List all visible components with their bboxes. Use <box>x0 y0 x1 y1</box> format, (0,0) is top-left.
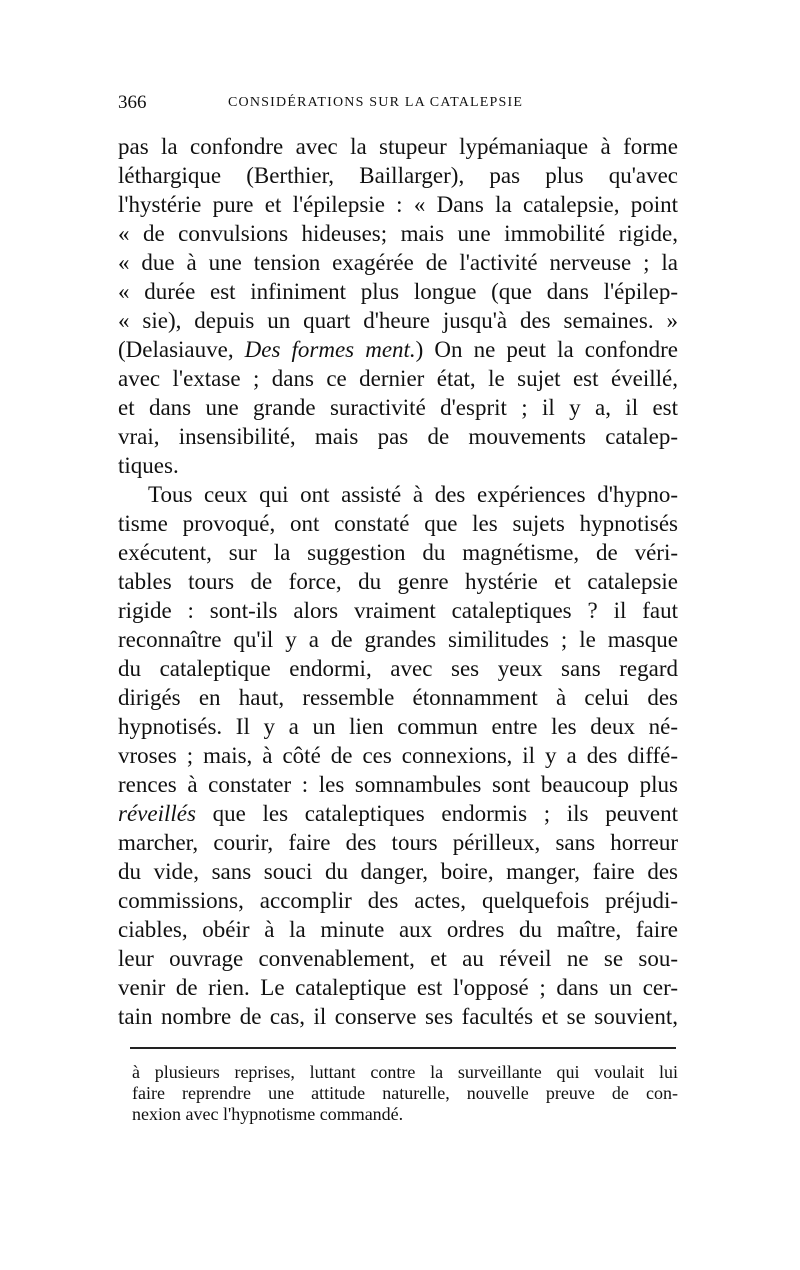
text-line: léthargique (Berthier, Baillarger), pas plus qu'avec <box>118 163 678 188</box>
text-line: du vide, sans souci du danger, boire, manger, faire des <box>118 859 678 884</box>
text-line <box>118 799 678 828</box>
text-line: « due à une tension exagérée de l'activité nerveuse ; la <box>118 250 678 275</box>
text-line: pas la confondre avec la stupeur lypémaniaque à forme <box>118 134 678 159</box>
text-line: dirigés en haut, ressemble étonnamment à celui des <box>118 685 678 710</box>
text-line: tisme provoqué, ont constaté que les sujets hypnotisés <box>118 511 678 536</box>
text-line: vrai, insensibilité, mais pas de mouvements catalep- <box>118 424 678 449</box>
text-line: reconnaître qu'il y a de grandes similitudes ; le masque <box>118 627 678 652</box>
text-line: et dans une grande suractivité d'esprit ; il y a, il est <box>118 395 678 420</box>
footnote-line: faire reprendre une attitude naturelle, nouvelle preuve de con- <box>132 1083 678 1103</box>
running-head-title: CONSIDÉRATIONS SUR LA CATALEPSIE <box>228 95 524 110</box>
cited-work-title: Des formes ment. <box>244 337 416 362</box>
text-run: que les cataleptiques endormis ; ils peuvent <box>195 801 678 826</box>
text-line: tain nombre de cas, il conserve ses facultés et se souvient, <box>118 1004 678 1029</box>
page-number: 366 <box>118 92 147 113</box>
text-line: « sie), depuis un quart d'heure jusqu'à des semaines. » <box>118 308 678 333</box>
text-line: l'hystérie pure et l'épilepsie : « Dans la catalepsie, point <box>118 192 678 217</box>
text-line: rigide : sont-ils alors vraiment cataleptiques ? il faut <box>118 598 678 623</box>
text-line: venir de rien. Le cataleptique est l'opposé ; dans un cer- <box>118 975 678 1000</box>
text-line: hypnotisés. Il y a un lien commun entre les deux né- <box>118 714 678 739</box>
footnote-line: nexion avec l'hypnotisme commandé. <box>132 1104 404 1124</box>
text-line: tiques. <box>118 453 179 478</box>
text-run: (Delasiauve, <box>118 337 245 362</box>
text-line: « durée est infiniment plus longue (que dans l'épilep- <box>118 279 678 304</box>
footnote-line: à plusieurs reprises, luttant contre la surveillante qui voulait lui <box>132 1062 678 1082</box>
text-line: ciables, obéir à la minute aux ordres du maître, faire <box>118 917 678 942</box>
text-line: exécutent, sur la suggestion du magnétisme, de véri- <box>118 540 678 565</box>
main-text <box>118 132 678 1031</box>
text-line: leur ouvrage convenablement, et au réveil ne se sou- <box>118 946 678 971</box>
text-line: tables tours de force, du genre hystérie et catalepsie <box>118 569 678 594</box>
footnote <box>132 1062 678 1125</box>
running-header <box>118 92 678 116</box>
text-line: rences à constater : les somnambules sont beaucoup plus <box>118 772 678 797</box>
text-line: avec l'extase ; dans ce dernier état, le sujet est éveillé, <box>118 366 678 391</box>
text-line: vroses ; mais, à côté de ces connexions, il y a des diffé- <box>118 743 678 768</box>
text-line: du cataleptique endormi, avec ses yeux sans regard <box>118 656 678 681</box>
text-line: « de convulsions hideuses; mais une immobilité rigide, <box>118 221 678 246</box>
text-line: marcher, courir, faire des tours périlleux, sans horreur <box>118 830 678 855</box>
text-line <box>118 335 678 364</box>
emphasized-word: réveillés <box>118 801 196 826</box>
text-line: commissions, accomplir des actes, quelquefois préjudi- <box>118 888 678 913</box>
footnote-divider <box>130 1047 676 1049</box>
paragraph-first-line: Tous ceux qui ont assisté à des expériences d'hypno- <box>148 482 678 507</box>
text-run: ) On ne peut la confondre <box>415 337 678 362</box>
